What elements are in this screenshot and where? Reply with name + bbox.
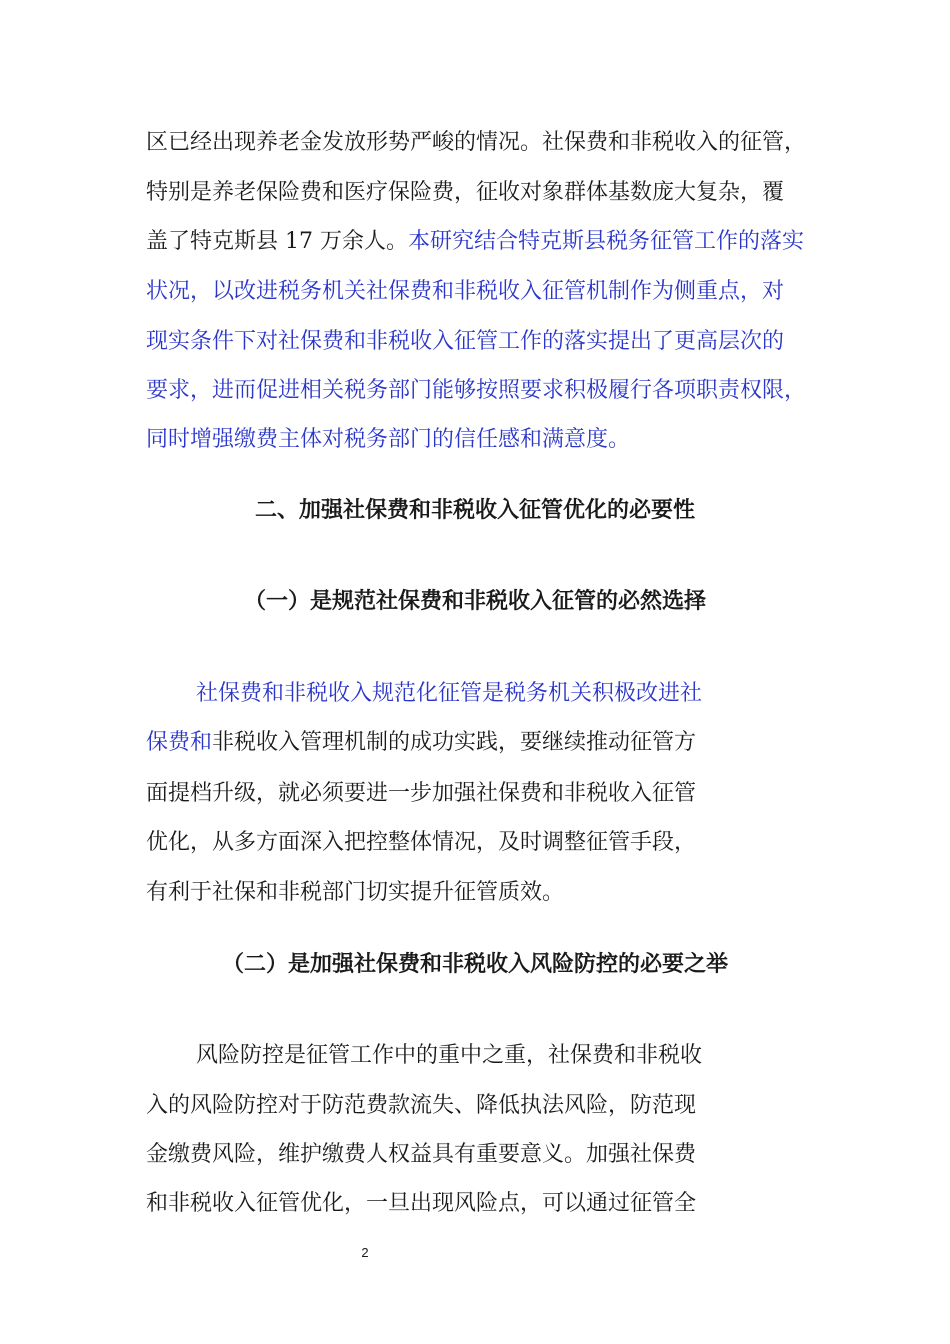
para2-line-3: 面提档升级，就必须要进一步加强社保费和非税收入征管 (146, 781, 697, 806)
para1-line-3 (146, 227, 804, 257)
para1-line-3-highlight: 本研究结合特克斯县税务征管工作的落实 (407, 229, 804, 254)
para1-line-3-plain: 盖了特克斯县 17 万余人。 (146, 229, 408, 254)
para1-line-4: 状况，以改进税务机关社保费和非税收入征管机制作为侧重点，对 (146, 279, 785, 304)
subsection-heading-1: （一）是规范社保费和非税收入征管的必然选择 (243, 589, 706, 614)
section-heading: 二、加强社保费和非税收入征管优化的必要性 (254, 498, 695, 523)
para3-line-2: 入的风险防控对于防范费款流失、降低执法风险，防范现 (146, 1093, 697, 1118)
para1-line-5: 现实条件下对社保费和非税收入征管工作的落实提出了更高层次的 (146, 329, 785, 354)
para1-line-1: 区已经出现养老金发放形势严峻的情况。社保费和非税收入的征管， (146, 130, 807, 155)
para3-line-4: 和非税收入征管优化，一旦出现风险点，可以通过征管全 (146, 1191, 697, 1216)
para3-line-1: 风险防控是征管工作中的重中之重，社保费和非税收 (196, 1043, 703, 1068)
para2-line-4: 优化，从多方面深入把控整体情况，及时调整征管手段， (146, 830, 697, 855)
para3-line-3: 金缴费风险，维护缴费人权益具有重要意义。加强社保费 (146, 1142, 697, 1167)
subsection-heading-2: （二）是加强社保费和非税收入风险防控的必要之举 (221, 952, 728, 977)
para1-line-6: 要求，进而促进相关税务部门能够按照要求积极履行各项职责权限， (146, 378, 807, 403)
para1-line-2: 特别是养老保险费和医疗保险费，征收对象群体基数庞大复杂，覆 (146, 180, 785, 205)
para2-line-2-plain: 非税收入管理机制的成功实践，要继续推动征管方 (212, 730, 697, 755)
para2-line-1: 社保费和非税收入规范化征管是税务机关积极改进社 (196, 681, 703, 706)
page-number: 2 (361, 1245, 369, 1260)
para1-line-7: 同时增强缴费主体对税务部门的信任感和满意度。 (146, 427, 631, 452)
para2-line-5: 有利于社保和非税部门切实提升征管质效。 (146, 880, 565, 905)
para2-line-2-highlight: 保费和 (146, 730, 213, 755)
para2-line-2 (146, 728, 696, 758)
